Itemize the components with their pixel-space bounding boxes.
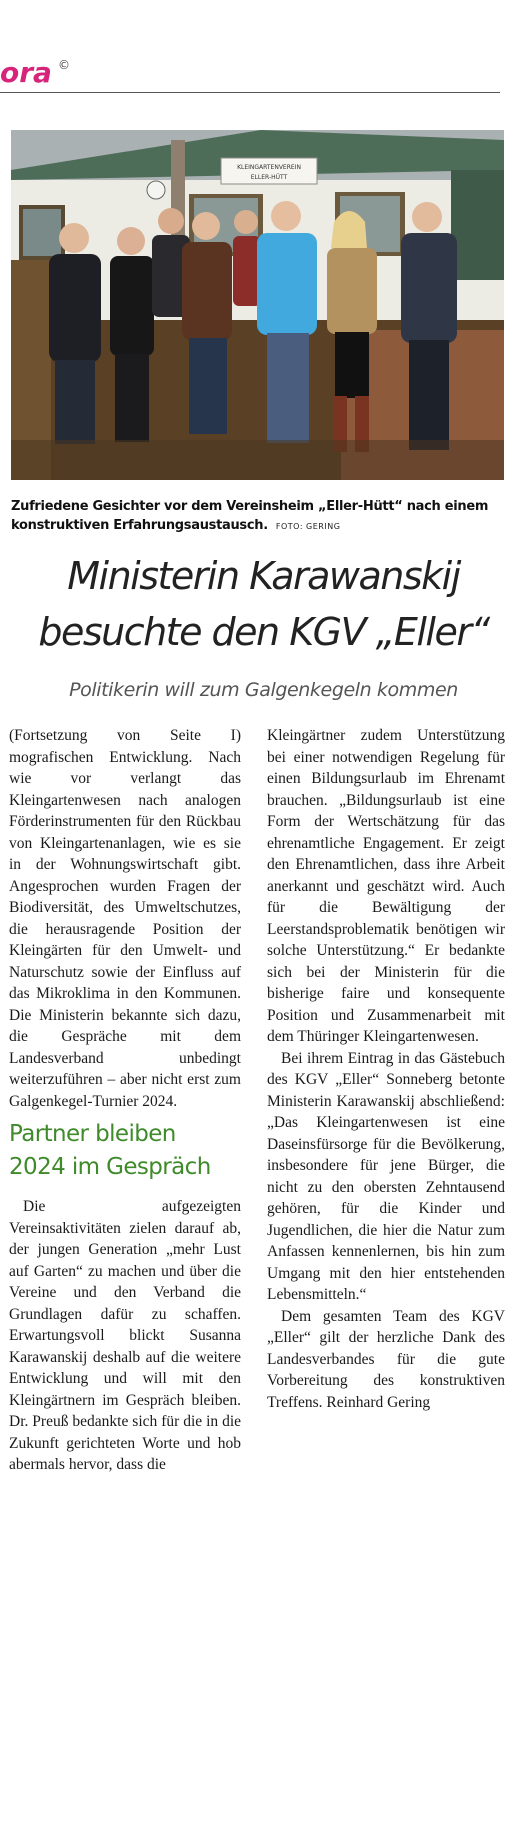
sign-line1: KLEINGARTENVEREIN — [237, 164, 301, 171]
masthead-divider — [0, 92, 500, 93]
right-paragraph-2: Bei ihrem Eintrag in das Gästebuch des KGV „Eller“ Sonneberg betonte Ministerin Karawanskij abschließend: „Das Kleingartenwesen ist eine Daseinsfürsorge für die Bevölkerung, insbesondere für jene Bürger, die nicht zu den obersten Zehntausend gehören, für die Kinder und Jugendlichen, die hier die Natur zum Anfassen kennenlernen, bis hin zum Umgang mit den hier entstehenden Lebensmitteln.“ — [267, 1049, 505, 1303]
article-headline — [0, 548, 527, 660]
group-photo — [11, 130, 504, 480]
masthead-brand: ora — [0, 56, 52, 89]
photo-credit: FOTO: GERING — [275, 522, 341, 531]
left-paragraph-2: Die aufgezeigten Vereinsaktivitäten zielen darauf ab, der jungen Generation „mehr Lust auf Garten“ zu machen und über die Vereine und den Verband die Grundlagen dafür zu schaffen. Erwartungsvoll blickt Susanna Karawanskij deshalb auf die weitere Entwicklung und will mit den Kleingärtnern im Gespräch bleiben. Dr. Preuß bedankte sich für die in die Zukunft gerichteten Worte und hob abermals hervor, dass die — [9, 1198, 241, 1473]
article-column-left — [9, 725, 241, 1476]
photo-caption — [11, 497, 506, 536]
caption-text: Zufriedene Gesichter vor dem Vereinsheim „Eller-Hütt“ nach einem konstruktiven Erfahrungsaustausch. — [11, 499, 489, 533]
masthead — [0, 56, 527, 92]
subheading-line1: Partner bleiben — [9, 1121, 176, 1147]
article-column-right — [267, 725, 505, 1413]
copyright-symbol: © — [58, 58, 70, 72]
right-paragraph-1: Kleingärtner zudem Unterstützung bei einer notwendigen Regelung für einen Bildungsurlaub im Ehrenamt brauchen. „Bildungsurlaub ist eine Form der Wertschätzung für das ehrenamtliche Engagement. Er zeigt den Ehrenamtlichen, dass ihre Arbeit anerkannt und geschätzt wird. Auch für die Bewältigung der Leerstandsproblematik benötigen wir solche Unterstützung.“ Er bedankte sich bei der Ministerin für die bisherige faire und konsequente Position und Zusammenarbeit mit dem Thüringer Kleingartenwesen. — [267, 727, 505, 1045]
right-paragraph-3-text: Dem gesamten Team des KGV „Eller“ gilt der herzliche Dank des Landesverbandes für die gute Vorbereitung des konstruktiven Treffens. — [267, 1307, 505, 1411]
left-paragraph-1: (Fortsetzung von Seite I) mografischen Entwicklung. Nach wie vor verlangt das Kleingartenwesen nach analogen Förderinstrumenten für den Rückbau von Kleingartenanlagen, wie es sie in der Wohnungswirtschaft gibt. Angesprochen wurden Fragen der Biodiversität, des Umweltschutzes, die herausragende Position der Kleingärten für den Umwelt- und Naturschutz sowie der Einfluss auf das Mikroklima in den Kommunen. Die Ministerin bekannte sich dazu, die Gespräche mit dem Landesverband unbedingt weiterzuführen – aber nicht erst zum Galgenkegel-Turnier 2024. — [9, 727, 241, 1110]
sign-line2: ELLER-HÜTT — [250, 174, 288, 181]
right-paragraph-3 — [267, 1306, 505, 1414]
group-photo-illustration — [11, 130, 504, 480]
subheading-line2: 2024 im Gespräch — [9, 1154, 211, 1180]
article-subheadline: Politikerin will zum Galgenkegeln kommen — [69, 679, 458, 701]
headline-line1: Ministerin Karawanskij — [67, 554, 460, 598]
article-subheading — [9, 1118, 241, 1184]
headline-line2: besuchte den KGV „Eller“ — [38, 610, 489, 654]
article-author: Reinhard Gering — [326, 1393, 431, 1411]
